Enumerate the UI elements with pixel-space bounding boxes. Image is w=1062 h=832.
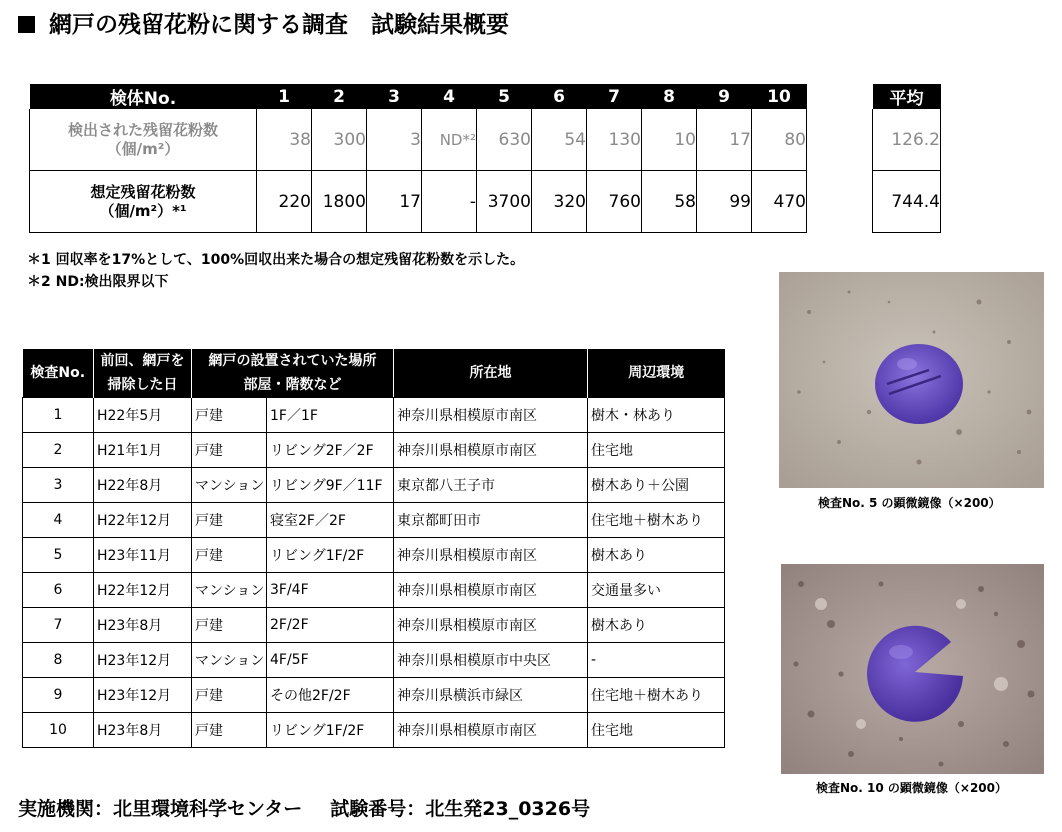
table-row: 7 H23年8月 戸建 2F/2F 神奈川県相模原市南区 樹木あり (23, 608, 725, 643)
estimated-row (30, 171, 807, 233)
image-caption-5: 検査No. 5 の顕微鏡像（×200） (818, 496, 1001, 510)
average-detected: 126.2 (873, 109, 941, 171)
detected-value: 10 (642, 109, 697, 171)
detected-value: 38 (257, 109, 312, 171)
estimated-value: 760 (587, 171, 642, 233)
estimated-value: 99 (697, 171, 752, 233)
sample-number: 4 (422, 84, 477, 109)
table-row: 10 H23年8月 戸建 リビング1F/2F 神奈川県相模原市南区 住宅地 (23, 713, 725, 748)
sample-number: 7 (587, 84, 642, 109)
place-header: 網戸の設置されていた場所 部屋・階数など (192, 349, 394, 398)
table-row: 1 H22年5月 戸建 1F／1F 神奈川県相模原市南区 樹木・林あり (23, 398, 725, 433)
square-bullet-icon (18, 16, 35, 33)
environment-header: 周辺環境 (588, 349, 725, 398)
image-caption-10: 検査No. 10 の顕微鏡像（×200） (816, 781, 1008, 795)
detected-value: 630 (477, 109, 532, 171)
detected-value: ND*² (422, 109, 477, 171)
test-number-text: 試験番号：北生発23_0326号 (330, 798, 591, 820)
detected-label: 検出された残留花粉数 （個/m²） (30, 109, 257, 171)
detected-value: 300 (312, 109, 367, 171)
sample-number: 2 (312, 84, 367, 109)
average-header: 平均 (873, 84, 941, 109)
inspection-no-header: 検査No. (23, 349, 94, 398)
sample-number: 6 (532, 84, 587, 109)
estimated-value: 320 (532, 171, 587, 233)
table-row: 3 H22年8月 マンション リビング9F／11F 東京都八王子市 樹木あり＋公園 (23, 468, 725, 503)
detected-row (30, 109, 807, 171)
inspection-rows (23, 398, 725, 748)
detected-value: 17 (697, 109, 752, 171)
inspection-table (22, 349, 725, 748)
table-row: 2 H21年1月 戸建 リビング2F／2F 神奈川県相模原市南区 住宅地 (23, 433, 725, 468)
sample-no-header: 検体No. (30, 84, 257, 109)
title-text: 網戸の残留花粉に関する調査 試験結果概要 (49, 12, 509, 38)
detected-value: 54 (532, 109, 587, 171)
estimated-value: 17 (367, 171, 422, 233)
footnote-1: ＊1 回収率を17%として、100%回収出来た場合の想定残留花粉数を示した。 (27, 252, 525, 268)
institution-text: 実施機関：北里環境科学センター (18, 798, 303, 820)
table-row: 4 H22年12月 戸建 寝室2F／2F 東京都町田市 住宅地＋樹木あり (23, 503, 725, 538)
microscope-image-10 (781, 564, 1044, 774)
estimated-value: - (422, 171, 477, 233)
sample-number: 3 (367, 84, 422, 109)
average-table (872, 84, 941, 233)
location-header: 所在地 (394, 349, 588, 398)
results-header-row (30, 84, 807, 109)
inspection-header-row (23, 349, 725, 398)
footer (18, 794, 590, 821)
sample-number: 5 (477, 84, 532, 109)
cleaned-date-header: 前回、網戸を 掃除した日 (94, 349, 192, 398)
table-row: 5 H23年11月 戸建 リビング1F/2F 神奈川県相模原市南区 樹木あり (23, 538, 725, 573)
estimated-value: 220 (257, 171, 312, 233)
sample-number: 9 (697, 84, 752, 109)
detected-value: 3 (367, 109, 422, 171)
page-title (18, 6, 509, 39)
detected-value: 80 (752, 109, 807, 171)
sample-number: 8 (642, 84, 697, 109)
table-row: 9 H23年12月 戸建 その他2F/2F 神奈川県横浜市緑区 住宅地＋樹木あり (23, 678, 725, 713)
microscope-image-5 (779, 272, 1044, 488)
sample-number: 10 (752, 84, 807, 109)
estimated-value: 58 (642, 171, 697, 233)
results-table (29, 84, 807, 233)
table-row: 6 H22年12月 マンション 3F/4F 神奈川県相模原市南区 交通量多い (23, 573, 725, 608)
footnote-2: ＊2 ND:検出限界以下 (27, 274, 169, 290)
estimated-value: 1800 (312, 171, 367, 233)
detected-value: 130 (587, 109, 642, 171)
estimated-label: 想定残留花粉数 （個/m²）*¹ (30, 171, 257, 233)
estimated-value: 470 (752, 171, 807, 233)
average-estimated: 744.4 (873, 171, 941, 233)
sample-number: 1 (257, 84, 312, 109)
table-row: 8 H23年12月 マンション 4F/5F 神奈川県相模原市中央区 - (23, 643, 725, 678)
estimated-value: 3700 (477, 171, 532, 233)
